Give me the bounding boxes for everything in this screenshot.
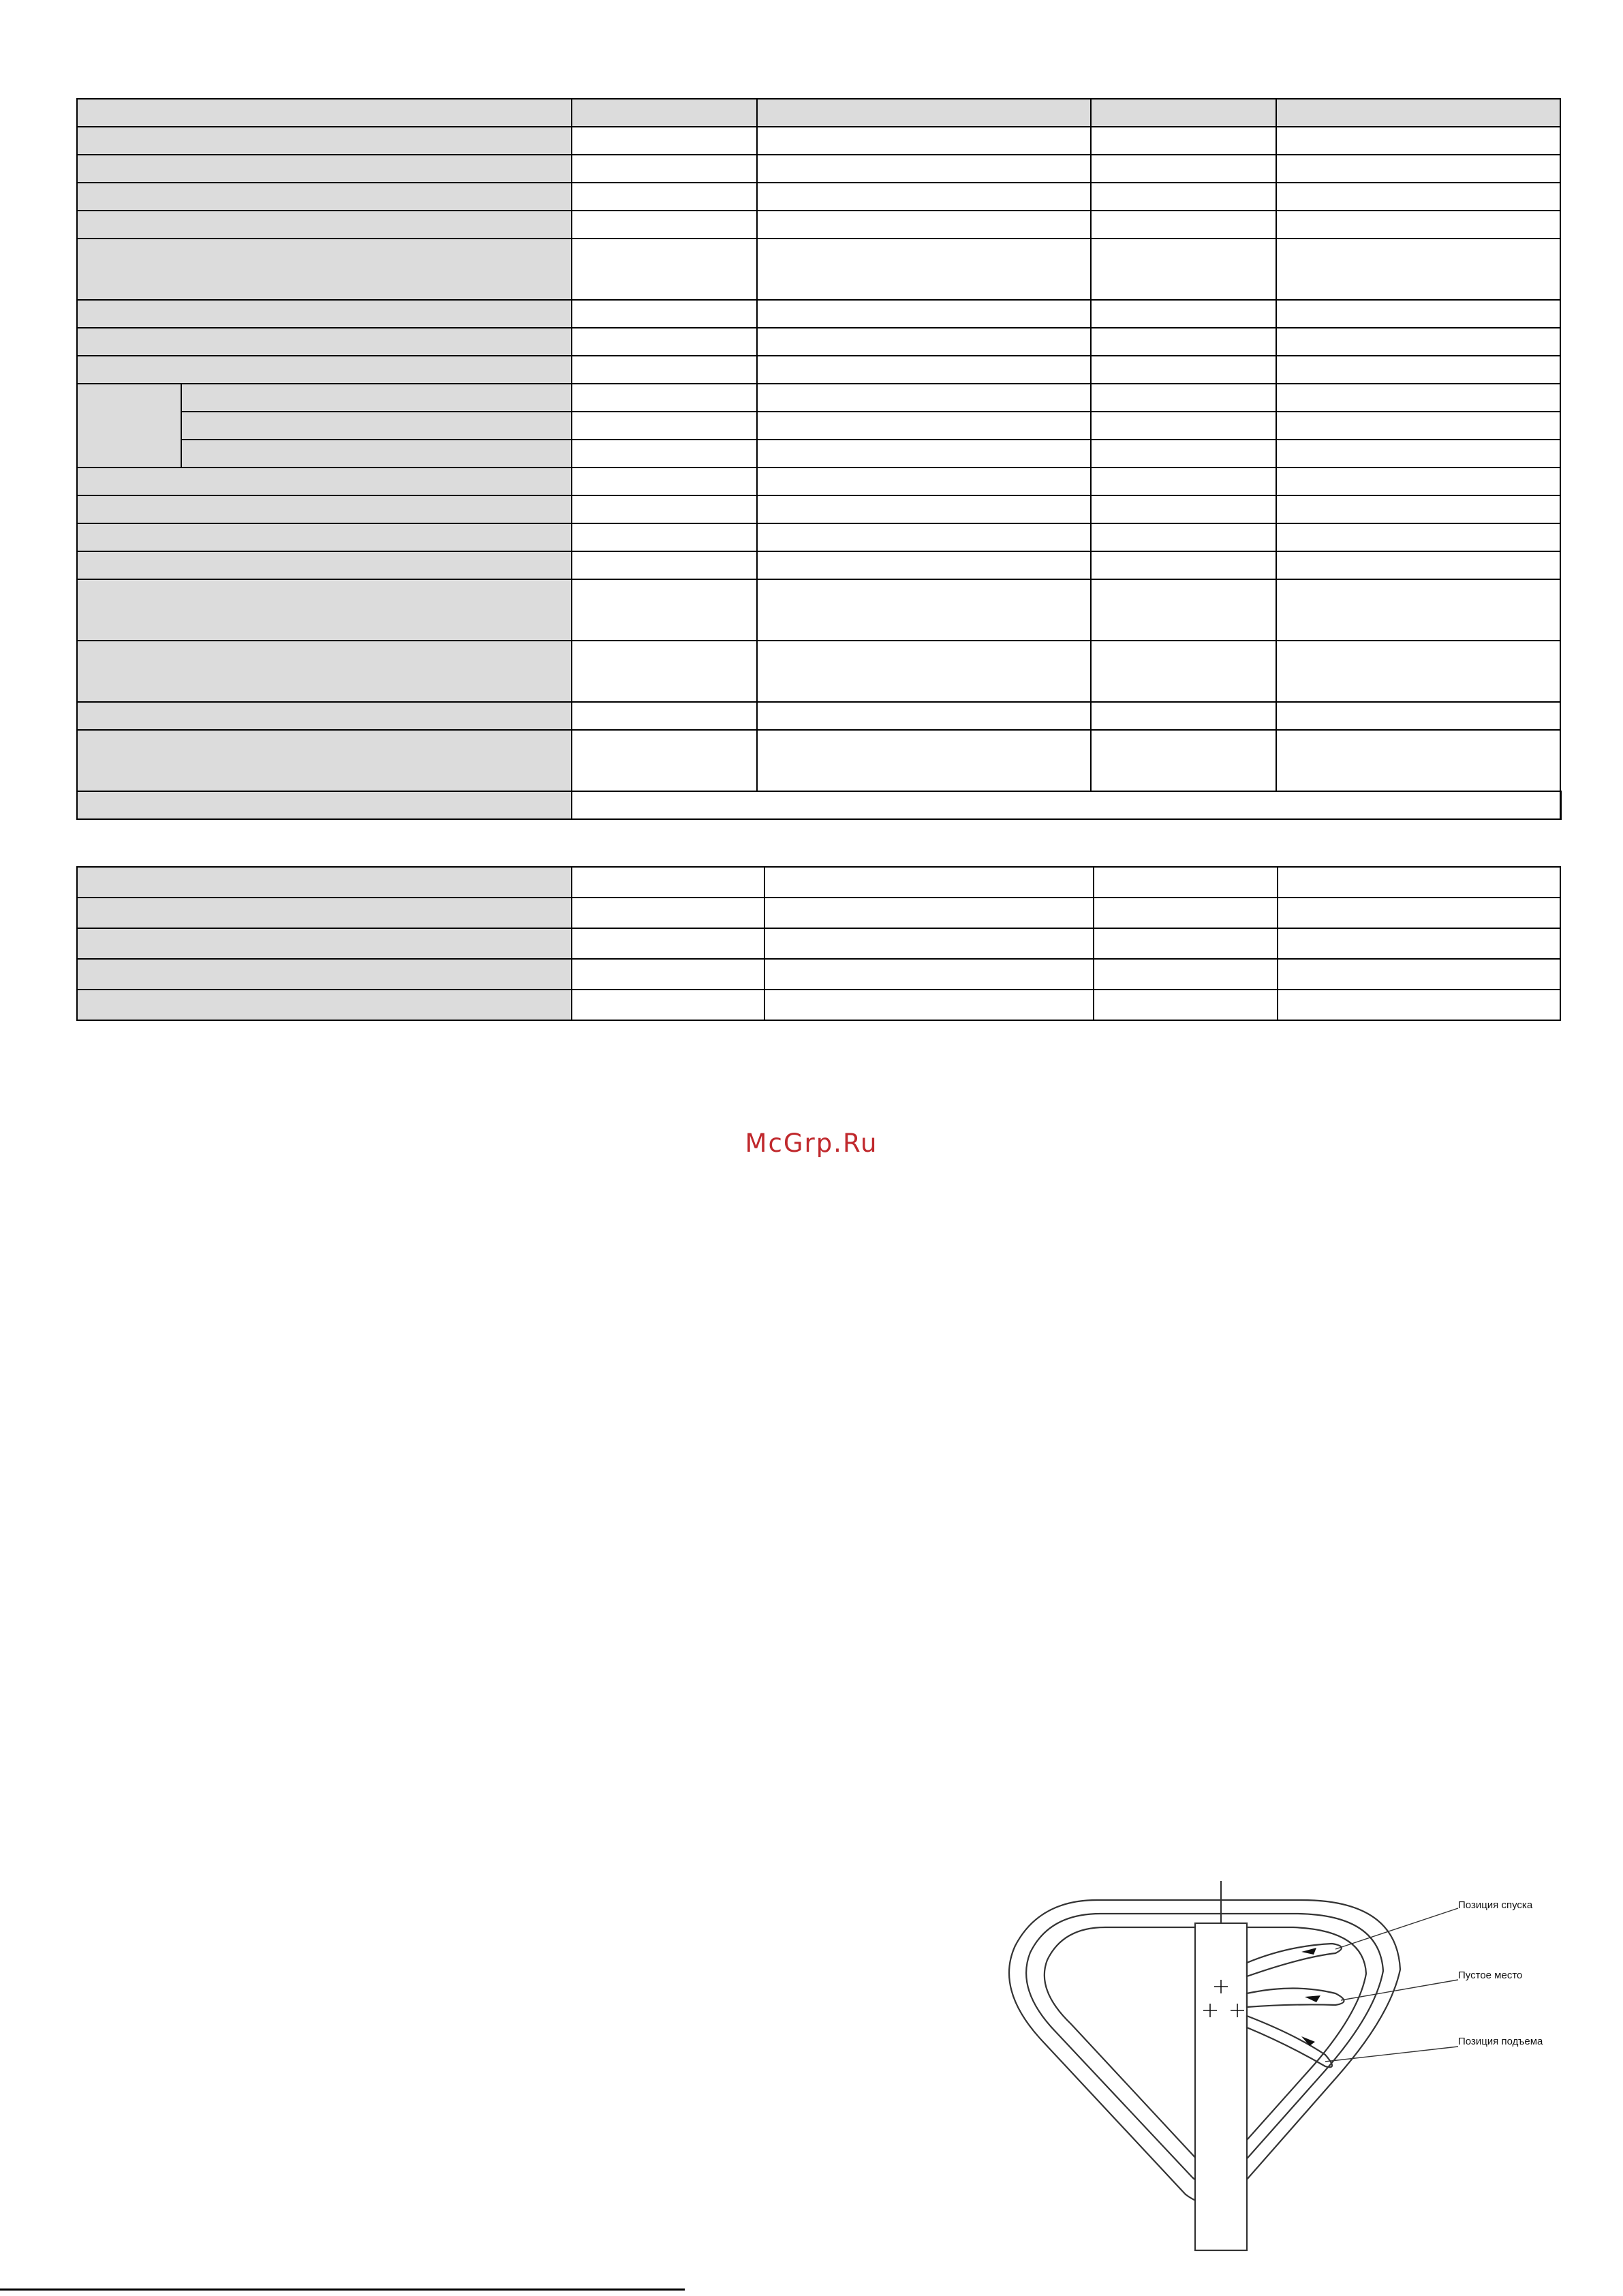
row-label [77, 468, 572, 495]
table-cell [1091, 730, 1276, 791]
table-cell [1091, 384, 1276, 412]
table-cell [1091, 239, 1276, 300]
table-cell [764, 990, 1094, 1020]
row-label [77, 730, 572, 791]
table-cell [572, 959, 764, 990]
label-empty-space: Пустое место [1458, 1970, 1523, 1981]
table-cell [1276, 412, 1560, 440]
row-label [77, 211, 572, 239]
table-row [77, 384, 1560, 412]
table-cell [572, 384, 757, 412]
table-cell [572, 155, 757, 183]
table-cell [572, 300, 757, 328]
table-cell [1091, 641, 1276, 702]
table-cell [757, 239, 1091, 300]
table-row [77, 730, 1560, 791]
table-cell [1276, 468, 1560, 495]
table-cell [1091, 523, 1276, 551]
table-row [77, 468, 1560, 495]
row-label [77, 928, 572, 959]
row-label [77, 551, 572, 579]
table-cell [1094, 898, 1278, 928]
table-row [77, 440, 1560, 468]
table-row [77, 211, 1560, 239]
row-label [77, 239, 572, 300]
table-cell [1276, 155, 1560, 183]
table-row [77, 356, 1560, 384]
table-cell [1091, 551, 1276, 579]
table-cell [757, 551, 1091, 579]
row-label [77, 867, 572, 898]
table-row [77, 183, 1560, 211]
spec-table-lower [76, 866, 1561, 1021]
table-cell [1091, 440, 1276, 468]
table-cell [1091, 495, 1276, 523]
table-row [77, 928, 1560, 959]
table-row [77, 579, 1560, 641]
watermark: McGrp.Ru [745, 1129, 878, 1158]
table-cell [1276, 730, 1560, 791]
label-lifting-position: Позиция подъема [1458, 2036, 1543, 2047]
table-cell [1091, 356, 1276, 384]
table-header-cell [572, 99, 757, 127]
table-cell [572, 211, 757, 239]
table-row [77, 239, 1560, 300]
lever-empty [1247, 1989, 1344, 2008]
table-cell [757, 641, 1091, 702]
table-header-cell [757, 99, 1091, 127]
table-row [77, 300, 1560, 328]
table-header-cell [1276, 99, 1560, 127]
table-cell [572, 730, 757, 791]
table-header-cell [77, 99, 572, 127]
table-cell [1276, 384, 1560, 412]
table-cell [572, 468, 757, 495]
table-row [77, 155, 1560, 183]
table-cell [572, 440, 757, 468]
table-cell [572, 641, 757, 702]
row-label [77, 183, 572, 211]
table-cell [1094, 867, 1278, 898]
table-cell [757, 183, 1091, 211]
table-cell [1278, 867, 1560, 898]
row-label [181, 412, 572, 440]
table-row [77, 702, 1560, 730]
row-label [77, 155, 572, 183]
table-row [77, 551, 1560, 579]
arrow-lowering-icon [1301, 1948, 1316, 1955]
table-cell [572, 328, 757, 356]
table-cell [1276, 551, 1560, 579]
table-row [77, 412, 1560, 440]
table-cell [764, 867, 1094, 898]
arrow-empty-icon [1305, 1995, 1320, 2002]
table-row [77, 523, 1560, 551]
table-cell [757, 412, 1091, 440]
table-cell [572, 928, 764, 959]
table-row [77, 99, 1560, 127]
table-cell [1276, 183, 1560, 211]
table-cell [757, 702, 1091, 730]
table-cell [1091, 579, 1276, 641]
shaft [1195, 1923, 1247, 2250]
table-row [77, 898, 1560, 928]
table-cell [1276, 579, 1560, 641]
row-label [181, 384, 572, 412]
table-cell [1091, 328, 1276, 356]
table-cell [1091, 702, 1276, 730]
table-cell [572, 867, 764, 898]
table-row [77, 641, 1560, 702]
table-cell [572, 495, 757, 523]
footer-rule [0, 2289, 685, 2291]
table-cell [757, 384, 1091, 412]
table-row [77, 990, 1560, 1020]
table-cell [1091, 468, 1276, 495]
table-cell [757, 356, 1091, 384]
table-row [77, 328, 1560, 356]
row-label [77, 495, 572, 523]
table-cell [757, 468, 1091, 495]
table-cell [1091, 155, 1276, 183]
table-row [77, 959, 1560, 990]
table-cell [1276, 702, 1560, 730]
row-label [77, 641, 572, 702]
spec-table [76, 98, 1562, 820]
table-cell [1094, 928, 1278, 959]
table-cell [757, 211, 1091, 239]
label-lowering-position: Позиция спуска [1458, 1899, 1533, 1911]
table-cell [1094, 990, 1278, 1020]
row-label [77, 702, 572, 730]
table-row [77, 495, 1560, 523]
table-cell [572, 127, 757, 155]
row-label [77, 959, 572, 990]
table-cell [572, 898, 764, 928]
table-cell [572, 239, 757, 300]
row-label [77, 579, 572, 641]
handle-position-diagram [981, 1881, 1581, 2263]
table-cell [1276, 239, 1560, 300]
table-cell [572, 183, 757, 211]
table-cell [572, 523, 757, 551]
table-header-cell [1091, 99, 1276, 127]
table-merged-cell [572, 791, 1560, 819]
table-cell [1278, 928, 1560, 959]
table-cell [757, 495, 1091, 523]
table-cell [572, 990, 764, 1020]
table-row [77, 791, 1560, 819]
table-cell [757, 523, 1091, 551]
table-cell [757, 730, 1091, 791]
table-cell [1276, 523, 1560, 551]
row-label [77, 791, 572, 819]
table-cell [572, 702, 757, 730]
table-cell [757, 127, 1091, 155]
table-cell [757, 440, 1091, 468]
row-label [77, 898, 572, 928]
table-cell [572, 412, 757, 440]
row-label [181, 440, 572, 468]
table-cell [1276, 356, 1560, 384]
row-label [77, 356, 572, 384]
table-cell [1276, 211, 1560, 239]
table-row [77, 867, 1560, 898]
row-label [77, 523, 572, 551]
table-cell [757, 328, 1091, 356]
table-cell [572, 356, 757, 384]
table-row [77, 127, 1560, 155]
row-label [77, 127, 572, 155]
table-cell [764, 959, 1094, 990]
table-cell [572, 579, 757, 641]
table-cell [1276, 300, 1560, 328]
table-cell [1278, 898, 1560, 928]
table-cell [1091, 211, 1276, 239]
table-cell [1091, 183, 1276, 211]
table-cell [1276, 495, 1560, 523]
row-label [77, 300, 572, 328]
table-cell [1094, 959, 1278, 990]
table-cell [1278, 959, 1560, 990]
table-cell [1276, 641, 1560, 702]
table-cell [1278, 990, 1560, 1020]
table-cell [572, 551, 757, 579]
row-label [77, 990, 572, 1020]
table-cell [757, 155, 1091, 183]
table-cell [764, 928, 1094, 959]
table-cell [1091, 300, 1276, 328]
table-cell [764, 898, 1094, 928]
table-cell [1091, 127, 1276, 155]
lever-lowering [1247, 1944, 1342, 1976]
table-cell [757, 579, 1091, 641]
row-label [77, 328, 572, 356]
table-cell [1091, 412, 1276, 440]
table-cell [1276, 127, 1560, 155]
table-cell [757, 300, 1091, 328]
table-cell [1276, 328, 1560, 356]
table-cell [1276, 440, 1560, 468]
row-group-label [77, 384, 181, 468]
